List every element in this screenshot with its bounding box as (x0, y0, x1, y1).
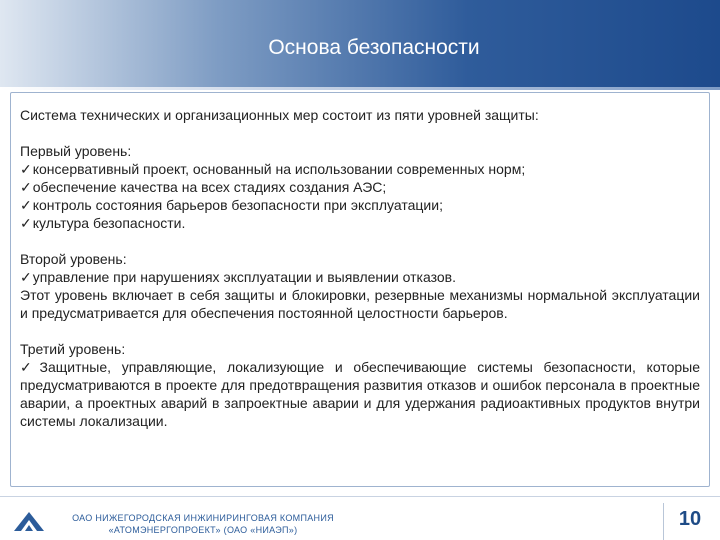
level-1-bullet: ✓ консервативный проект, основанный на использовании современных норм; (20, 160, 700, 178)
header-underline (0, 87, 720, 90)
level-2-note: Этот уровень включает в себя защиты и блокировки, резервные механизмы нормальной эксплуатации и предусматривается для обеспечения постоянной целостности барьеров. (20, 287, 700, 321)
company-line-1: ОАО НИЖЕГОРОДСКАЯ ИНЖИНИРИНГОВАЯ КОМПАНИЯ (72, 513, 334, 523)
slide-title: Основа безопасности (268, 36, 480, 59)
niaep-triangle-logo-icon (12, 510, 46, 532)
level-1-heading: Первый уровень: (20, 143, 132, 159)
level-1-bullet: ✓ культура безопасности. (20, 214, 700, 232)
company-line-2: «АТОМЭНЕРГОПРОЕКТ» (ОАО «НИАЭП») (108, 525, 298, 535)
slide-body (20, 106, 700, 430)
company-name (58, 512, 348, 536)
level-1-bullet: ✓ обеспечение качества на всех стадиях создания АЭС; (20, 178, 700, 196)
page-number: 10 (678, 508, 702, 530)
level-2-heading: Второй уровень: (20, 251, 127, 267)
level-1-bullet: ✓ контроль состояния барьеров безопасности при эксплуатации; (20, 196, 700, 214)
intro-text: Система технических и организационных мер состоит из пяти уровней защиты: (20, 107, 539, 123)
footer-separator (0, 496, 720, 497)
level-3-heading: Третий уровень: (20, 341, 126, 357)
level-3-bullet: ✓ Защитные, управляющие, локализующие и обеспечивающие системы безопасности, которые предусматриваются в проекте для предотвращения развития отказов и ошибок персонала в проектные аварии, а проектных аварий в запроектные аварии и для удержания радиоактивных продуктов внутри системы локализации. (20, 358, 700, 430)
level-2-bullet: ✓ управление при нарушениях эксплуатации и выявлении отказов. (20, 268, 700, 286)
